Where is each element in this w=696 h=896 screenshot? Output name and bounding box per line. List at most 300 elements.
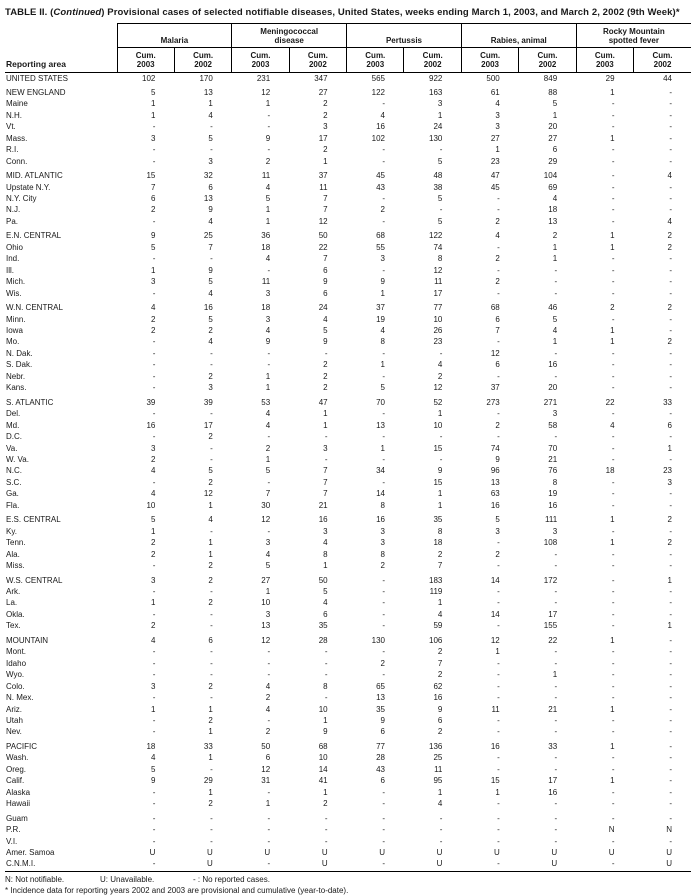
value-cell: 77 [433, 303, 443, 313]
value-cell: 22 [605, 397, 615, 407]
value-cell: 34 [376, 466, 385, 476]
reporting-area-cell: Iowa [6, 326, 23, 336]
value-cell: U [666, 847, 672, 857]
value-cell: 25 [433, 753, 443, 763]
value-cell: 58 [548, 420, 558, 430]
value-cell: 1 [667, 443, 672, 453]
value-cell: 1 [610, 635, 615, 645]
value-cell: - [669, 753, 672, 763]
value-cell: 4 [437, 360, 443, 370]
value-cell: 1 [323, 409, 328, 419]
reporting-area-cell: UNITED STATES [6, 73, 68, 83]
value-cell: 4 [380, 326, 385, 336]
value-cell: 23 [433, 337, 443, 347]
value-cell: 14 [490, 575, 500, 585]
value-cell: - [669, 277, 672, 287]
value-cell: 172 [543, 575, 558, 585]
value-cell: 3 [667, 477, 672, 487]
reporting-area-cell: N. Mex. [6, 693, 34, 703]
footnote-incidence: * Incidence data for reporting years 2002 and 2003 are provisional and cumulative (year-to-date). [5, 885, 349, 895]
value-cell: - [497, 194, 500, 204]
value-cell: 43 [376, 764, 385, 774]
value-cell: 9 [437, 466, 443, 476]
table-row [5, 537, 691, 548]
reporting-area-cell: Del. [6, 409, 21, 419]
value-cell: 1 [610, 538, 615, 548]
value-cell: 4 [667, 216, 672, 226]
value-cell: 1 [150, 110, 156, 120]
value-cell: 2 [323, 99, 328, 109]
value-cell: - [669, 741, 672, 751]
value-cell: - [611, 489, 615, 499]
value-cell: - [152, 348, 156, 358]
value-cell: - [382, 825, 385, 835]
value-cell: - [347, 858, 404, 871]
value-cell: 1 [208, 753, 213, 763]
value-cell: 16 [548, 360, 558, 370]
table-row [5, 299, 691, 313]
value-cell: - [382, 432, 385, 442]
value-cell: - [152, 658, 156, 668]
value-cell: 3 [150, 443, 156, 453]
value-cell: 50 [318, 575, 328, 585]
value-cell: 5 [552, 314, 558, 324]
value-cell: U [264, 847, 271, 857]
value-cell: 1 [323, 787, 328, 797]
table-row [5, 775, 691, 786]
value-cell: - [554, 681, 558, 691]
value-cell: - [669, 87, 672, 97]
value-cell: - [554, 561, 558, 571]
value-cell: 11 [491, 704, 500, 714]
table-row [5, 121, 691, 132]
value-cell: 2 [208, 432, 213, 442]
value-cell: 5 [208, 133, 213, 143]
value-cell: - [210, 348, 213, 358]
reporting-area-cell: Nebr. [6, 371, 26, 381]
value-cell: - [382, 586, 385, 596]
reporting-area-cell: Calif. [6, 776, 25, 786]
table-row [5, 133, 691, 144]
value-cell: - [152, 727, 156, 737]
value-cell: U [436, 847, 443, 857]
reporting-area-cell: Kans. [6, 383, 27, 393]
value-cell: 2 [495, 549, 500, 559]
table-row [5, 500, 691, 511]
value-cell: 1 [552, 242, 558, 252]
reporting-area-cell: Wis. [6, 288, 22, 298]
value-cell: 1 [610, 337, 615, 347]
notifiable-diseases-table [5, 23, 691, 872]
value-cell: 39 [203, 397, 213, 407]
value-cell: 3 [380, 538, 385, 548]
col-group-meningococcal-disease: Meningococcal disease [232, 23, 347, 47]
value-cell: 4 [265, 254, 271, 264]
value-cell: 6 [208, 635, 213, 645]
value-cell: - [497, 727, 500, 737]
value-cell: 4 [150, 753, 156, 763]
value-cell: - [611, 670, 615, 680]
value-cell: 1 [495, 647, 500, 657]
reporting-area-cell: MID. ATLANTIC [6, 171, 63, 181]
table-row [5, 477, 691, 488]
value-cell: - [382, 670, 385, 680]
reporting-area-cell: Mich. [6, 277, 26, 287]
value-cell: - [210, 254, 213, 264]
value-cell: 21 [548, 704, 558, 714]
value-cell: 45 [376, 171, 385, 181]
value-cell: - [669, 500, 672, 510]
value-cell: - [497, 561, 500, 571]
value-cell: - [382, 477, 385, 487]
value-cell: 16 [548, 787, 558, 797]
reporting-area-cell: Alaska [6, 787, 31, 797]
value-cell: - [669, 561, 672, 571]
table-row [5, 681, 691, 692]
value-cell: - [267, 813, 271, 823]
table-row [5, 348, 691, 359]
table-row [5, 810, 691, 824]
value-cell: 23 [490, 156, 500, 166]
table-row [5, 314, 691, 325]
value-cell: 6 [265, 753, 271, 763]
value-cell: - [497, 598, 500, 608]
value-cell: 47 [318, 397, 328, 407]
value-cell: 50 [318, 231, 328, 241]
value-cell: - [152, 254, 156, 264]
value-cell: 4 [208, 216, 213, 226]
value-cell: U [634, 858, 691, 871]
value-cell: - [669, 254, 672, 264]
table-row [5, 420, 691, 431]
value-cell: 2 [208, 575, 213, 585]
value-cell: 2 [208, 681, 213, 691]
value-cell: - [324, 432, 328, 442]
reporting-area-cell: V.I. [6, 836, 18, 846]
table-row [5, 408, 691, 419]
table-row [5, 443, 691, 454]
value-cell: - [439, 455, 443, 464]
value-cell: 4 [667, 171, 672, 181]
value-cell: - [669, 205, 672, 215]
value-cell: 31 [261, 776, 271, 786]
value-cell: - [324, 647, 328, 657]
value-cell: - [324, 670, 328, 680]
value-cell: 10 [261, 598, 271, 608]
reporting-area-cell: Oreg. [6, 764, 27, 774]
value-cell: - [669, 314, 672, 324]
value-cell: 4 [208, 337, 213, 347]
value-cell: 39 [146, 397, 156, 407]
value-cell: - [267, 836, 271, 846]
value-cell: 2 [437, 647, 443, 657]
value-cell: 15 [433, 477, 443, 487]
value-cell: - [554, 727, 558, 737]
value-cell: - [669, 99, 672, 109]
value-cell: 1 [265, 205, 271, 215]
table-row [5, 84, 691, 98]
value-cell: 130 [429, 133, 443, 143]
value-cell: - [669, 156, 672, 166]
value-cell: - [382, 575, 385, 585]
value-cell: 5 [150, 764, 156, 774]
value-cell: - [497, 265, 500, 275]
value-cell: 13 [203, 194, 213, 204]
value-cell: 18 [146, 741, 156, 751]
value-cell: 7 [323, 477, 328, 487]
table-row [5, 764, 691, 775]
value-cell: 15 [490, 776, 500, 786]
value-cell: - [324, 455, 328, 464]
value-cell: 29 [203, 776, 213, 786]
value-cell: - [152, 670, 156, 680]
value-cell: 4 [437, 799, 443, 809]
value-cell: 5 [437, 216, 443, 226]
value-cell: 8 [380, 337, 385, 347]
value-cell: 2 [667, 231, 672, 241]
reporting-area-cell: Pa. [6, 216, 19, 226]
value-cell: - [324, 825, 328, 835]
value-cell: - [611, 799, 615, 809]
value-cell: 6 [380, 727, 385, 737]
value-cell: U [379, 847, 385, 857]
value-cell: 2 [265, 443, 271, 453]
value-cell: - [497, 813, 500, 823]
value-cell: - [611, 409, 615, 419]
value-cell: 6 [323, 265, 328, 275]
value-cell: - [497, 681, 500, 691]
value-cell: - [439, 348, 443, 358]
value-cell: - [611, 314, 615, 324]
legend-row [5, 875, 691, 885]
table-row [5, 597, 691, 608]
value-cell: 62 [433, 681, 443, 691]
value-cell: - [611, 693, 615, 703]
value-cell: 68 [376, 231, 385, 241]
value-cell: 5 [437, 194, 443, 204]
value-cell: 3 [150, 575, 156, 585]
value-cell: - [611, 194, 615, 204]
value-cell: 1 [265, 99, 271, 109]
value-cell: 18 [261, 303, 271, 313]
value-cell: - [267, 360, 271, 370]
reporting-area-cell: NEW ENGLAND [6, 87, 66, 97]
table-row [5, 288, 691, 299]
value-cell: 2 [323, 110, 328, 120]
value-cell: 5 [150, 242, 156, 252]
value-cell: 10 [146, 500, 156, 510]
value-cell: 27 [318, 87, 328, 97]
value-cell: 33 [548, 741, 558, 751]
col-header-meningococcal-cum-2002: Cum. 2002 [289, 47, 346, 72]
value-cell: 5 [265, 466, 271, 476]
value-cell: - [497, 693, 500, 703]
reporting-area-cell: N. Dak. [6, 348, 33, 358]
value-cell: 4 [150, 466, 156, 476]
value-cell: 1 [610, 326, 615, 336]
value-cell: - [669, 704, 672, 714]
reporting-area-header: Reporting area [5, 23, 117, 72]
value-cell: - [611, 205, 615, 215]
reporting-area-cell: Tex. [6, 621, 21, 631]
value-cell: 4 [150, 489, 156, 499]
value-cell: - [497, 432, 500, 442]
value-cell: 3 [437, 99, 443, 109]
value-cell: 1 [323, 156, 328, 166]
value-cell: 119 [429, 586, 443, 596]
value-cell: 8 [437, 254, 443, 264]
value-cell: - [382, 787, 385, 797]
value-cell: - [210, 586, 213, 596]
value-cell: - [382, 99, 385, 109]
reporting-area-cell: N.C. [6, 466, 22, 476]
value-cell: - [497, 242, 500, 252]
reporting-area-cell: Ariz. [6, 704, 22, 714]
value-cell: 1 [323, 420, 328, 430]
value-cell: - [611, 277, 615, 287]
value-cell: 3 [323, 122, 328, 132]
value-cell: - [669, 145, 672, 155]
value-cell: - [669, 526, 672, 536]
value-cell: - [497, 409, 500, 419]
value-cell: - [611, 265, 615, 275]
value-cell: - [152, 432, 156, 442]
value-cell: 7 [265, 489, 271, 499]
value-cell: U [493, 847, 500, 857]
value-cell: 2 [150, 314, 156, 324]
table-row [5, 824, 691, 835]
value-cell: - [576, 858, 633, 871]
value-cell: 5 [208, 466, 213, 476]
value-cell: 1 [380, 360, 385, 370]
table-row [5, 325, 691, 336]
value-cell: 2 [208, 371, 213, 381]
reporting-area-cell: Maine [6, 99, 28, 109]
value-cell: 2 [437, 670, 443, 680]
value-cell: 55 [376, 242, 385, 252]
value-cell: 1 [610, 87, 615, 97]
table-row [5, 216, 691, 227]
value-cell: - [439, 145, 443, 155]
value-cell: N [666, 825, 672, 835]
value-cell: 7 [323, 466, 328, 476]
reporting-area-cell: Ga. [6, 489, 19, 499]
value-cell: - [669, 836, 672, 846]
value-cell: 5 [380, 383, 385, 393]
value-cell: - [554, 813, 558, 823]
value-cell: - [611, 99, 615, 109]
value-cell: - [669, 371, 672, 381]
value-cell: 4 [150, 303, 156, 313]
value-cell: - [554, 836, 558, 846]
value-cell: 76 [548, 466, 558, 476]
value-cell: 3 [552, 526, 558, 536]
value-cell: - [497, 825, 500, 835]
col-header-rmsf-cum-2002: Cum. 2002 [634, 47, 691, 72]
value-cell: 3 [265, 538, 271, 548]
value-cell: 17 [548, 609, 558, 619]
value-cell: 2 [265, 693, 271, 703]
legend-not-notifiable: N: Not notifiable. [5, 874, 65, 884]
value-cell: - [152, 693, 156, 703]
value-cell: 13 [261, 621, 271, 631]
value-cell: 47 [490, 171, 500, 181]
value-cell: 26 [433, 326, 443, 336]
value-cell: 2 [150, 621, 156, 631]
value-cell: - [611, 288, 615, 298]
value-cell: 68 [490, 303, 500, 313]
value-cell: 4 [380, 110, 385, 120]
value-cell: 9 [323, 277, 328, 287]
value-cell: 27 [548, 133, 558, 143]
value-cell: 9 [208, 265, 213, 275]
value-cell: 11 [434, 764, 443, 774]
value-cell: 155 [543, 621, 558, 631]
reporting-area-cell: Nev. [6, 727, 22, 737]
value-cell: - [210, 825, 213, 835]
value-cell: - [554, 764, 558, 774]
value-cell: - [497, 205, 500, 215]
value-cell: 4 [552, 326, 558, 336]
value-cell: 1 [552, 110, 558, 120]
col-header-pertussis-cum-2002: Cum. 2002 [404, 47, 461, 72]
value-cell: - [669, 122, 672, 132]
value-cell: - [611, 110, 615, 120]
value-cell: - [210, 836, 213, 846]
value-cell: 5 [150, 87, 156, 97]
value-cell: - [669, 348, 672, 358]
value-cell: 8 [437, 526, 443, 536]
value-cell: 7 [323, 205, 328, 215]
reporting-area-cell: Ala. [6, 549, 20, 559]
value-cell: - [669, 549, 672, 559]
table-row [5, 465, 691, 476]
value-cell: - [210, 443, 213, 453]
value-cell: 102 [371, 133, 385, 143]
value-cell: 7 [208, 242, 213, 252]
value-cell: - [611, 360, 615, 370]
value-cell: - [669, 609, 672, 619]
table-row [5, 110, 691, 121]
value-cell: - [267, 265, 271, 275]
value-cell: 17 [203, 420, 213, 430]
value-cell: 35 [433, 515, 443, 525]
value-cell: 17 [433, 288, 443, 298]
col-group-malaria: Malaria [117, 23, 232, 47]
value-cell: 25 [203, 231, 213, 241]
value-cell: 9 [495, 455, 500, 464]
value-cell: - [669, 635, 672, 645]
value-cell: - [267, 670, 271, 680]
value-cell: 2 [265, 727, 271, 737]
value-cell: - [554, 647, 558, 657]
value-cell: 61 [490, 87, 500, 97]
table-row [5, 359, 691, 370]
value-cell: - [669, 670, 672, 680]
value-cell: 22 [318, 242, 328, 252]
value-cell: 2 [150, 326, 156, 336]
value-cell: 4 [265, 549, 271, 559]
value-cell: 2 [380, 561, 385, 571]
value-cell: - [439, 432, 443, 442]
table-body [5, 72, 691, 871]
value-cell: - [267, 145, 271, 155]
value-cell: 12 [490, 635, 500, 645]
value-cell: 6 [437, 715, 443, 725]
value-cell: - [669, 432, 672, 442]
value-cell: - [669, 764, 672, 774]
value-cell: - [669, 787, 672, 797]
